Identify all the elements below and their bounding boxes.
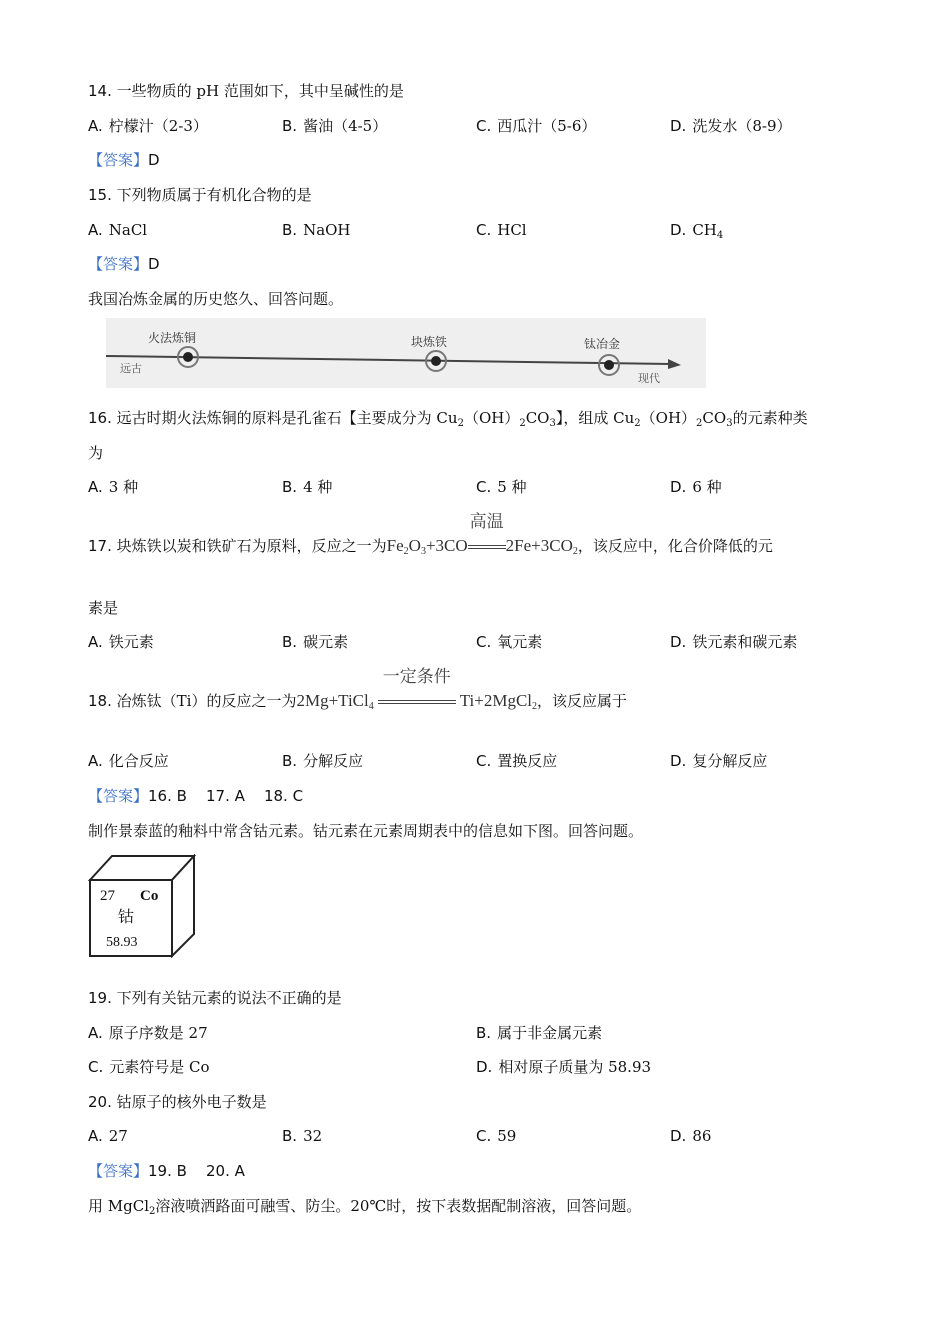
q20-option-c: C. 59 — [476, 1127, 517, 1145]
q17-option-d: D. 铁元素和碳元素 — [670, 633, 798, 651]
q16-option-a: A. 3 种 — [88, 478, 139, 496]
q16-option-d: D. 6 种 — [670, 478, 722, 496]
q18-option-c: C. 置换反应 — [476, 752, 558, 770]
q14-answer: 【答案】D — [88, 151, 160, 169]
q19-stem: 19. 下列有关钴元素的说法不正确的是 — [88, 989, 342, 1007]
q20-option-a: A. 27 — [88, 1127, 128, 1145]
q14-stem: 14. 一些物质的 pH 范围如下，其中呈碱性的是 — [88, 82, 404, 100]
answer-16-18: 【答案】16. B 17. A 18. C — [88, 787, 304, 805]
q16-stem: 16. 远古时期火法炼铜的原料是孔雀石【主要成分为 $Cu_2(OH)_2CO_3$】，组成 $Cu_2(OH)_2CO_3$的元素种类 — [88, 409, 808, 429]
q19-option-d: D. 相对原子质量为 58.93 — [476, 1058, 652, 1076]
timeline-right: 现代 — [638, 372, 660, 385]
q16-option-b: B. 4 种 — [282, 478, 333, 496]
metal-intro: 我国冶炼金属的历史悠久、回答问题。 — [88, 290, 344, 308]
q17-option-c: C. 氧元素 — [476, 633, 543, 651]
q17-option-b: B. 碳元素 — [282, 633, 349, 651]
q18-stem: 18. 冶炼钛（Ti）的反应之一为2Mg+TiCl$_4$ 一定条件 Ti+2MgCl$_2$，该反应属于 — [88, 691, 627, 717]
q17-option-a: A. 铁元素 — [88, 633, 154, 651]
element-mass: 58.93 — [106, 935, 138, 950]
q16-option-c: C. 5 种 — [476, 478, 527, 496]
q14-option-c: C. 西瓜汁（5-6） — [476, 117, 597, 135]
q17-stem-cont: 素是 — [88, 599, 119, 617]
q15-option-d: D. $CH_4$ — [670, 221, 724, 241]
q19-option-a: A. 原子序数是 27 — [88, 1024, 208, 1042]
cobalt-intro: 制作景泰蓝的釉料中常含钴元素。钴元素在元素周期表中的信息如下图。回答问题。 — [88, 822, 644, 840]
metal-history-timeline — [106, 318, 706, 388]
q20-option-b: B. 32 — [282, 1127, 323, 1145]
cobalt-element-card — [88, 854, 196, 958]
q17-stem: 17. 块炼铁以炭和铁矿石为原料，反应之一为$Fe_2O_3+3CO$ 高温 $2Fe+3CO_2$，该反应中，化合价降低的元 — [88, 536, 773, 562]
q15-answer: 【答案】D — [88, 255, 160, 273]
timeline-label-2: 块炼铁 — [411, 335, 448, 349]
q15-option-b: B. NaOH — [282, 221, 351, 239]
mgcl-intro: 用 MgCl$_2$溶液喷洒路面可融雪、防尘。20℃时，按下表数据配制溶液，回答问题。 — [88, 1197, 642, 1217]
timeline-label-3: 钛冶金 — [584, 337, 621, 351]
q18-equation: 2Mg+TiCl$_4$ 一定条件 Ti+2MgCl$_2$ — [296, 667, 538, 712]
q16-stem-cont: 为 — [88, 444, 104, 462]
element-number: 27 — [100, 888, 115, 904]
q14-option-a: A. 柠檬汁（2-3） — [88, 117, 208, 135]
q14-option-b: B. 酱油（4-5） — [282, 117, 388, 135]
q15-option-c: C. HCl — [476, 221, 527, 239]
q18-option-b: B. 分解反应 — [282, 752, 364, 770]
timeline-dot-3 — [599, 355, 619, 375]
element-name: 钴 — [118, 907, 135, 926]
q15-stem: 15. 下列物质属于有机化合物的是 — [88, 186, 312, 204]
q18-option-a: A. 化合反应 — [88, 752, 169, 770]
answer-19-20: 【答案】19. B 20. A — [88, 1162, 245, 1180]
q18-option-d: D. 复分解反应 — [670, 752, 768, 770]
q15-option-a: A. NaCl — [88, 221, 148, 239]
q17-equation: $Fe_2O_3+3CO$ 高温 $2Fe+3CO_2$ — [386, 512, 578, 557]
q19-option-c: C. 元素符号是 Co — [88, 1058, 210, 1076]
q14-option-d: D. 洗发水（8-9） — [670, 117, 792, 135]
timeline-label-1: 火法炼铜 — [148, 331, 197, 345]
q19-option-b: B. 属于非金属元素 — [476, 1024, 603, 1042]
q20-stem: 20. 钴原子的核外电子数是 — [88, 1093, 267, 1111]
element-symbol: Co — [140, 888, 159, 904]
q20-option-d: D. 86 — [670, 1127, 712, 1145]
timeline-left: 远古 — [120, 362, 142, 375]
